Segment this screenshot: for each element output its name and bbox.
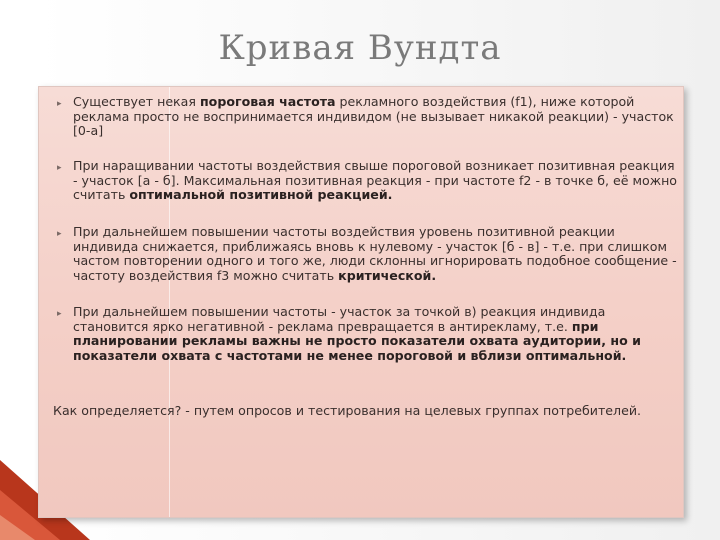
slide-title: Кривая Вундта <box>218 28 502 68</box>
bullet-item <box>73 95 677 139</box>
text-segment: При дальнейшем повышении частоты - участок за точкой в) реакция индивида становится ярко негативной - реклама превращается в антирекламу, т.е. <box>73 304 606 334</box>
content-panel <box>38 86 684 518</box>
bullet-marker-icon: ▸ <box>57 229 62 239</box>
text-segment: рекламного воздействия (f1), ниже которой реклама просто не воспринимается индивидом (не вызывает никакой реакции) - участок [0-а] <box>73 94 674 138</box>
footer-text: Как определяется? - путем опросов и тестирования на целевых группах потребителей. <box>53 403 642 418</box>
bold-text-segment: при планировании рекламы важны не просто показатели охвата аудитории, но и показатели охвата с частотами не менее пороговой и вблизи оптимальной. <box>73 318 641 363</box>
bullet-item <box>73 225 677 283</box>
bold-text-segment: пороговая частота <box>199 94 336 109</box>
bullet-item <box>73 159 677 203</box>
bullet-marker-icon: ▸ <box>57 163 62 173</box>
bullet-marker-icon: ▸ <box>57 309 62 319</box>
bold-text-segment: оптимальной позитивной реакцией. <box>129 187 393 202</box>
bullet-marker-icon: ▸ <box>57 99 62 109</box>
text-segment: Существует некая <box>73 94 200 109</box>
text-segment: При дальнейшем повышении частоты воздействия уровень позитивной реакции индивида снижается, приближаясь вновь к нулевому - участок [б - в] - т.е. при слишком частом повторении одного и того же, люди склонны игнорировать подобное сообщение - частоту воздействия f3 можно считать <box>73 224 677 283</box>
bold-text-segment: критической. <box>338 267 437 283</box>
bullet-item <box>73 305 677 363</box>
panel-seam <box>169 87 170 517</box>
text-segment: При наращивании частоты воздействия свыше пороговой возникает позитивная реакция - участок [а - б]. Максимальная позитивная реакция - при частоте f2 - в точке б, её можно считать <box>73 158 678 202</box>
